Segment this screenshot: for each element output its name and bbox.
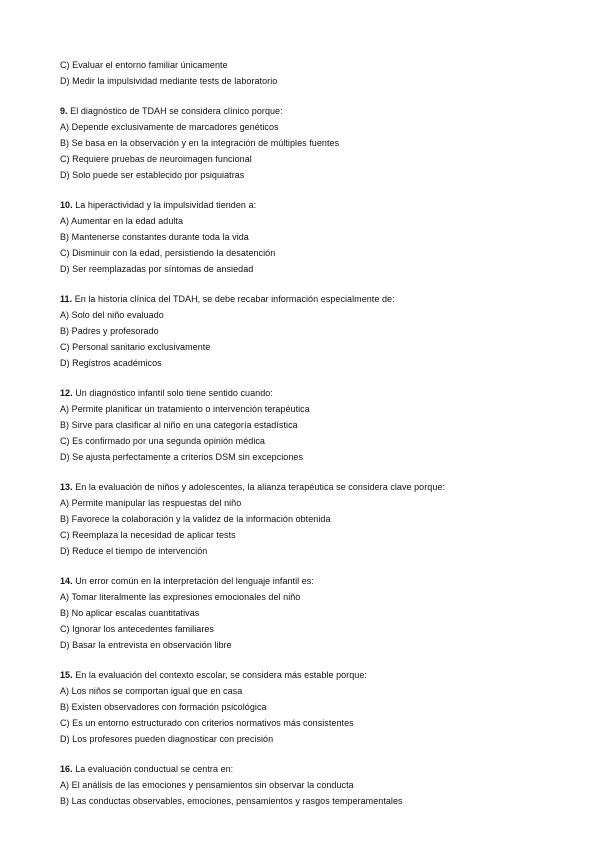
option-c: C) Reemplaza la necesidad de aplicar tests [60, 530, 236, 540]
option-d: D) Solo puede ser establecido por psiquiatras [60, 170, 245, 180]
option-d: D) Se ajusta perfectamente a criterios DSM sin excepciones [60, 452, 304, 462]
question-9 [60, 103, 560, 183]
question-text: En la evaluación del contexto escolar, se considera más estable porque: [72, 670, 367, 680]
question-11 [60, 291, 560, 371]
option-b: B) Favorece la colaboración y la validez de la información obtenida [60, 514, 331, 524]
option-b: B) Existen observadores con formación psicológica [60, 702, 267, 712]
question-15 [60, 667, 560, 747]
option-a: A) Permite planificar un tratamiento o intervención terapéutica [60, 404, 310, 414]
option-b: B) Padres y profesorado [60, 326, 159, 336]
question-stem [60, 479, 560, 495]
question-text: En la historia clínica del TDAH, se debe recabar información especialmente de: [72, 294, 395, 304]
question-text: La hiperactividad y la impulsividad tienden a: [72, 200, 257, 210]
option-c: C) Ignorar los antecedentes familiares [60, 624, 214, 634]
option-a: A) Depende exclusivamente de marcadores genéticos [60, 122, 279, 132]
question-text: La evaluación conductual se centra en: [72, 764, 234, 774]
question-stem [60, 197, 560, 213]
option-a: A) El análisis de las emociones y pensamientos sin observar la conducta [60, 780, 354, 790]
question-text: El diagnóstico de TDAH se considera clínico porque: [67, 106, 283, 116]
option-c: C) Es confirmado por una segunda opinión médica [60, 436, 265, 446]
question-number: 11. [60, 294, 73, 304]
question-stem [60, 291, 560, 307]
option-b: B) Sirve para clasificar al niño en una categoría estadística [60, 420, 298, 430]
option-b: B) Mantenerse constantes durante toda la vida [60, 232, 249, 242]
option-c: C) Evaluar el entorno familiar únicamente [60, 60, 228, 70]
option-b: B) No aplicar escalas cuantitativas [60, 608, 200, 618]
option-d: D) Medir la impulsividad mediante tests de laboratorio [60, 76, 278, 86]
option-a: A) Permite manipular las respuestas del niño [60, 498, 242, 508]
option-d: D) Ser reemplazadas por síntomas de ansiedad [60, 264, 254, 274]
question-stem [60, 385, 560, 401]
option-a: A) Aumentar en la edad adulta [60, 216, 184, 226]
option-a: A) Solo del niño evaluado [60, 310, 164, 320]
option-c: C) Personal sanitario exclusivamente [60, 342, 211, 352]
question-number: 10. [60, 200, 73, 210]
question-number: 15. [60, 670, 73, 680]
option-d: D) Registros académicos [60, 358, 162, 368]
question-stem [60, 103, 560, 119]
question-text: Un error común en la interpretación del lenguaje infantil es: [72, 576, 314, 586]
question-14 [60, 573, 560, 653]
question-number: 14. [60, 576, 73, 586]
option-a: A) Los niños se comportan igual que en casa [60, 686, 243, 696]
option-d: D) Los profesores pueden diagnosticar con precisión [60, 734, 274, 744]
question-stem [60, 761, 560, 777]
question-12 [60, 385, 560, 465]
question-16 [60, 761, 560, 809]
option-c: C) Es un entorno estructurado con criterios normativos más consistentes [60, 718, 354, 728]
question-text: Un diagnóstico infantil solo tiene sentido cuando: [72, 388, 273, 398]
question-number: 13. [60, 482, 73, 492]
question-10 [60, 197, 560, 277]
option-c: C) Disminuir con la edad, persistiendo la desatención [60, 248, 276, 258]
question-stem [60, 573, 560, 589]
question-stem [60, 667, 560, 683]
question-number: 12. [60, 388, 73, 398]
option-c: C) Requiere pruebas de neuroimagen funcional [60, 154, 252, 164]
question-text: En la evaluación de niños y adolescentes, la alianza terapéutica se considera clave porque: [72, 482, 446, 492]
question-13 [60, 479, 560, 559]
option-b: B) Se basa en la observación y en la integración de múltiples fuentes [60, 138, 340, 148]
question-fragment [60, 57, 560, 89]
option-a: A) Tomar literalmente las expresiones emocionales del niño [60, 592, 301, 602]
question-number: 16. [60, 764, 73, 774]
option-d: D) Basar la entrevista en observación libre [60, 640, 232, 650]
option-b: B) Las conductas observables, emociones, pensamientos y rasgos temperamentales [60, 796, 403, 806]
option-d: D) Reduce el tiempo de intervención [60, 546, 208, 556]
question-number: 9. [60, 106, 68, 116]
